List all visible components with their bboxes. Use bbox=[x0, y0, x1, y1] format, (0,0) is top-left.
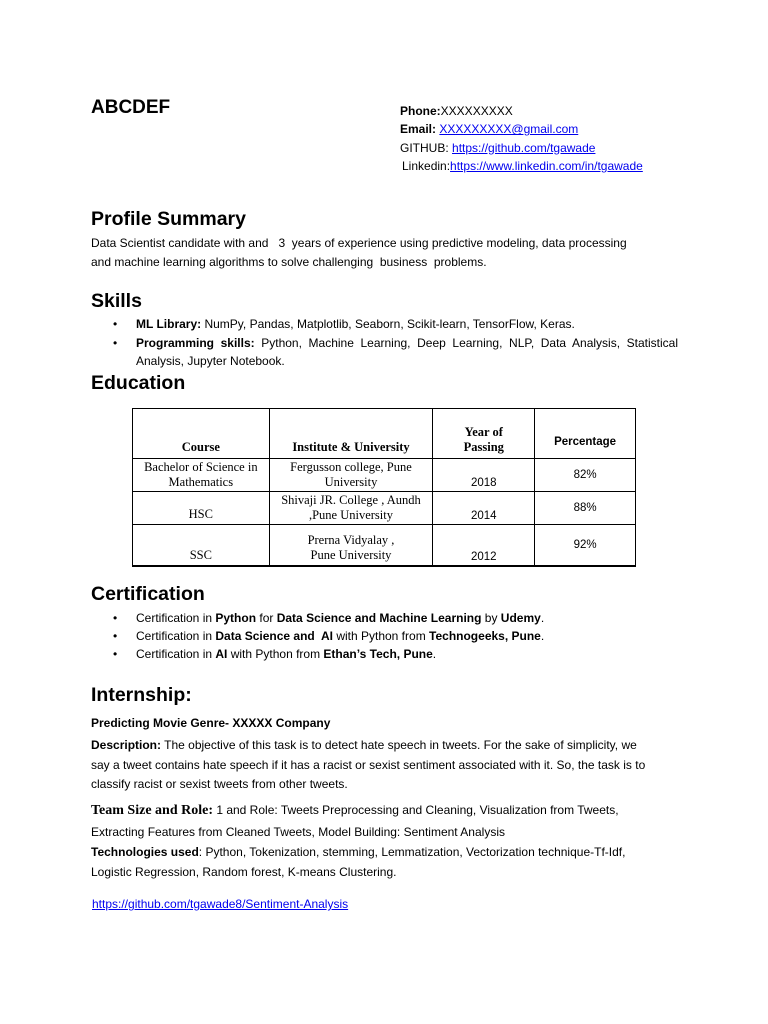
cert-bold: Technogeeks, Pune bbox=[429, 629, 541, 643]
profile-line-1: Data Scientist candidate with and 3 years of experience using predictive modeling, data processing bbox=[91, 236, 627, 250]
cell-percentage: 82% bbox=[535, 459, 636, 492]
skill-label: Programming skills: bbox=[136, 336, 255, 350]
list-item bbox=[91, 315, 678, 333]
cert-text: with Python from bbox=[332, 629, 430, 643]
email-line bbox=[400, 120, 643, 138]
phone-line bbox=[400, 102, 643, 120]
project-title bbox=[91, 714, 661, 733]
cert-bold: Udemy bbox=[500, 611, 541, 625]
cell-course: SSC bbox=[133, 525, 270, 566]
technologies-line-1: : Python, Tokenization, stemming, Lemmatization, Vectorization technique-Tf-Idf, bbox=[198, 845, 626, 859]
phone-label: Phone: bbox=[400, 104, 441, 118]
phone-value: XXXXXXXXX bbox=[440, 104, 513, 118]
linkedin-label: Linkedin: bbox=[402, 158, 451, 173]
bullet-icon: • bbox=[113, 336, 118, 350]
internship-heading: Internship: bbox=[91, 684, 192, 706]
table-header-row bbox=[133, 409, 636, 459]
repo-link-line bbox=[92, 897, 348, 911]
table-row bbox=[133, 525, 636, 566]
bullet-icon: • bbox=[113, 611, 118, 625]
education-table bbox=[132, 408, 636, 567]
description-label: Description: bbox=[91, 738, 162, 752]
skill-text: Python, Machine Learning, Deep Learning, NLP, Data Analysis, Statistical Analysis, Jupyter Notebook. bbox=[136, 336, 678, 368]
email-link[interactable]: XXXXXXXXX@gmail.com bbox=[439, 122, 579, 137]
cell-institute: Fergusson college, Pune University bbox=[269, 459, 433, 492]
cert-text: with Python from bbox=[227, 647, 324, 661]
cert-bold: Data Science and AI bbox=[215, 629, 333, 643]
project-company: XXXXX Company bbox=[232, 716, 331, 730]
cert-text: . bbox=[540, 611, 545, 625]
github-link[interactable]: https://github.com/tgawade bbox=[452, 140, 596, 155]
list-item bbox=[91, 334, 678, 370]
skill-label: ML Library: bbox=[136, 317, 202, 331]
cert-text: Certification in bbox=[136, 647, 216, 661]
skills-heading: Skills bbox=[91, 290, 142, 312]
cert-text: Certification in bbox=[136, 629, 216, 643]
cert-text: . bbox=[540, 629, 545, 643]
description-line-3: classify racist or sexist tweets from other tweets. bbox=[91, 777, 348, 791]
header-year: Year of Passing bbox=[433, 409, 535, 459]
cell-year: 2012 bbox=[433, 525, 535, 566]
technologies-label: Technologies used bbox=[91, 845, 199, 859]
cert-text: . bbox=[432, 647, 437, 661]
bullet-icon: • bbox=[113, 629, 118, 643]
candidate-name: ABCDEF bbox=[91, 97, 171, 118]
header-percentage: Percentage bbox=[535, 409, 636, 459]
cert-bold: Python bbox=[215, 611, 257, 625]
linkedin-link[interactable]: https://www.linkedin.com/in/tgawade bbox=[450, 158, 643, 173]
team-line-2: Extracting Features from Cleaned Tweets, Model Building: Sentiment Analysis bbox=[91, 824, 505, 839]
project-description bbox=[91, 736, 681, 795]
team-label: Team Size and Role: bbox=[91, 803, 213, 818]
description-line-2: say a tweet contains hate speech if it has a racist or sexist sentiment associated with it. So, the task is to bbox=[91, 757, 646, 772]
table-row bbox=[133, 492, 636, 525]
cert-bold: Ethan’s Tech, Pune bbox=[323, 647, 433, 661]
project-name: Predicting Movie Genre- bbox=[91, 716, 233, 730]
cert-bold: Data Science and Machine Learning bbox=[276, 611, 482, 625]
profile-summary-text bbox=[91, 234, 671, 271]
linkedin-line bbox=[400, 157, 643, 175]
bullet-icon: • bbox=[113, 317, 118, 331]
skills-list bbox=[91, 315, 678, 370]
table-row bbox=[133, 459, 636, 492]
list-item bbox=[91, 609, 678, 627]
header-institute: Institute & University bbox=[269, 409, 433, 459]
list-item bbox=[91, 627, 678, 645]
team-line-1: 1 and Role: Tweets Preprocessing and Cleaning, Visualization from Tweets, bbox=[212, 803, 619, 817]
github-line bbox=[400, 139, 643, 157]
cert-bold: AI bbox=[215, 647, 228, 661]
technologies-used bbox=[91, 843, 681, 882]
repo-link[interactable]: https://github.com/tgawade8/Sentiment-Analysis bbox=[92, 897, 349, 911]
cert-text: for bbox=[256, 611, 277, 625]
description-line-1: The objective of this task is to detect hate speech in tweets. For the sake of simplicity, we bbox=[161, 738, 637, 752]
header-course: Course bbox=[133, 409, 270, 459]
cell-percentage: 92% bbox=[535, 525, 636, 566]
cell-percentage: 88% bbox=[535, 492, 636, 525]
email-label: Email: bbox=[400, 122, 437, 137]
cert-text: by bbox=[481, 611, 501, 625]
github-label: GITHUB: bbox=[400, 140, 449, 155]
skill-text: NumPy, Pandas, Matplotlib, Seaborn, Scikit-learn, TensorFlow, Keras. bbox=[201, 317, 575, 331]
certification-heading: Certification bbox=[91, 583, 205, 605]
cell-year: 2014 bbox=[433, 492, 535, 525]
list-item bbox=[91, 645, 678, 663]
profile-summary-heading: Profile Summary bbox=[91, 208, 246, 230]
cell-year: 2018 bbox=[433, 459, 535, 492]
cell-institute: Shivaji JR. College , Aundh ,Pune University bbox=[269, 492, 433, 525]
education-heading: Education bbox=[91, 372, 186, 394]
team-size-role bbox=[91, 800, 681, 842]
certification-list bbox=[91, 609, 678, 663]
profile-line-2: and machine learning algorithms to solve challenging business problems. bbox=[91, 254, 487, 269]
cell-course: Bachelor of Science in Mathematics bbox=[133, 459, 270, 492]
contact-block bbox=[400, 102, 643, 175]
bullet-icon: • bbox=[113, 647, 118, 661]
technologies-line-2: Logistic Regression, Random forest, K-means Clustering. bbox=[91, 864, 397, 879]
cell-institute: Prerna Vidyalay , Pune University bbox=[269, 525, 433, 566]
cell-course: HSC bbox=[133, 492, 270, 525]
cert-text: Certification in bbox=[136, 611, 216, 625]
